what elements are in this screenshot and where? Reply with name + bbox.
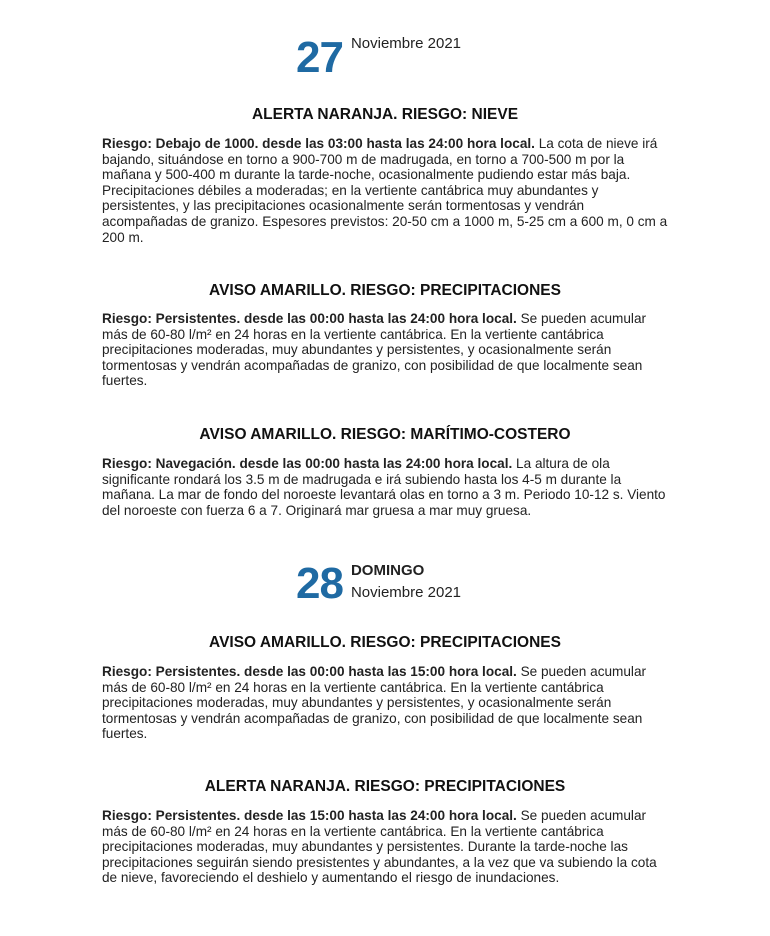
date-meta [351,562,461,602]
date-header-day-1 [296,33,462,82]
weekday: DOMINGO [350,562,425,579]
alert-body [102,311,672,389]
alert-title: AVISO AMARILLO. RIESGO: PRECIPITACIONES [209,282,561,299]
alert-risk-lead: Riesgo: Debajo de 1000. desde las 03:00 hasta las 24:00 hora local. [102,136,535,151]
alert-title: AVISO AMARILLO. RIESGO: PRECIPITACIONES [209,634,561,651]
alert-risk-lead: Riesgo: Persistentes. desde las 00:00 hasta las 15:00 hora local. [102,664,517,679]
alert-risk-lead: Riesgo: Navegación. desde las 00:00 hasta las 24:00 hora local. [102,456,513,471]
alert-body [102,136,672,245]
alert-risk-lead: Riesgo: Persistentes. desde las 00:00 hasta las 24:00 hora local. [102,311,517,326]
alert-body [102,664,672,742]
month-year: Noviembre 2021 [350,35,462,52]
alert-body [102,808,672,886]
day-number: 28 [296,559,343,608]
month-year: Noviembre 2021 [350,584,462,601]
alert-title: ALERTA NARANJA. RIESGO: NIEVE [251,106,519,123]
alert-description: La altura de ola significante rondará los 3.5 m de madrugada e irá subiendo hasta los 4-5 m durante la mañana. La mar de fondo del noroeste levantará olas en torno a 3 m. Periodo 10-12 s. Viento del noroeste con fuerza 6 a 7. Originará mar gruesa a mar muy gruesa. [102,456,666,518]
alert-title: ALERTA NARANJA. RIESGO: PRECIPITACIONES [204,778,566,795]
date-header-day-2 [296,559,462,608]
alert-description: Se pueden acumular más de 60-80 l/m² en 24 horas en la vertiente cantábrica. En la vertiente cantábrica precipitaciones moderadas, muy abundantes y persistentes, y ocasionalmente serán tormentosas y vendrán acompañadas de granizo, con posibilidad de que localmente sean fuertes. [102,664,647,742]
alert-risk-lead: Riesgo: Persistentes. desde las 15:00 hasta las 24:00 hora local. [102,808,517,823]
alert-description: Se pueden acumular más de 60-80 l/m² en 24 horas en la vertiente cantábrica. En la vertiente cantábrica precipitaciones moderadas, muy abundantes y persistentes, y ocasionalmente serán tormentosas y vendrán acompañadas de granizo, con posibilidad de que localmente sean fuertes. [102,311,647,389]
alert-body [102,456,672,518]
alert-description: Se pueden acumular más de 60-80 l/m² en 24 horas en la vertiente cantábrica. En la vertiente cantábrica precipitaciones moderadas, muy abundantes y persistentes. Durante la tarde-noche las precipitaciones seguirán siendo presistentes y abundantes, a la vez que va subiendo la cota de nieve, favoreciendo el deshielo y aumentando el riesgo de inundaciones. [102,808,657,886]
day-number: 27 [296,33,343,82]
date-meta [351,35,461,53]
alert-title: AVISO AMARILLO. RIESGO: MARÍTIMO-COSTERO [199,426,571,443]
alert-description: La cota de nieve irá bajando, situándose en torno a 900-700 m de madrugada, en torno a 700-500 m por la mañana y 500-400 m durante la tarde-noche, ocasionalmente pudiendo estar más baja. Precipitaciones débiles a moderadas; en la vertiente cantábrica muy abundantes y persistentes, y las precipitaciones ocasionalmente serán tormentosas y vendrán acompañadas de granizo. Espesores previstos: 20-50 cm a 1000 m, 5-25 cm a 600 m, 0 cm a 200 m. [102,136,668,245]
